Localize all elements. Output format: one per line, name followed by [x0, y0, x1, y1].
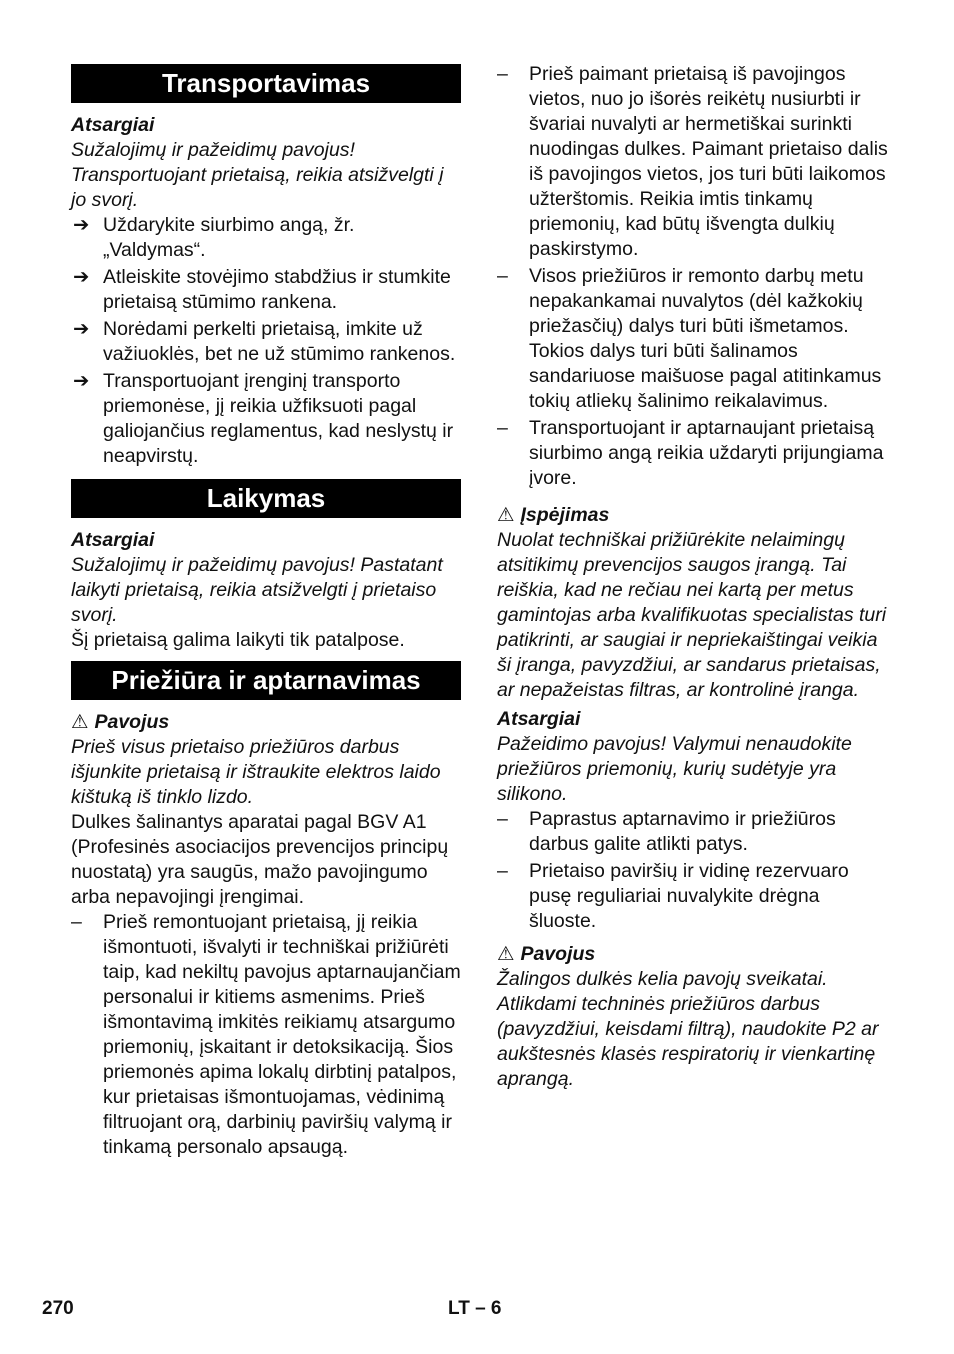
caution-label: Atsargiai [71, 529, 155, 551]
section-title-storage: Laikymas [71, 479, 461, 518]
caution-label: Atsargiai [497, 708, 581, 730]
arrow-right-icon: ➔ [73, 266, 90, 288]
maintenance-list [71, 910, 461, 1160]
dash-marker: – [497, 265, 508, 287]
warning-heading: ⚠ Įspėjimas [497, 504, 610, 526]
transport-steps [71, 213, 461, 469]
list-item: ➔ Atleiskite stovėjimo stabdžius ir stumkite prietaisą stūmimo rankena. [73, 266, 451, 313]
care-list [497, 807, 889, 934]
caution-label: Atsargiai [71, 114, 155, 136]
list-item: ➔ Uždarykite siurbimo angą, žr. „Valdymas“. [73, 214, 355, 261]
list-item: ➔ Norėdami perkelti prietaisą, imkite už važiuoklės, bet ne už stūmimo rankenos. [73, 318, 456, 365]
caution-text: Pažeidimo pavojus! Valymui nenaudokite priežiūros priemonių, kurių sudėtyje yra silikono. [497, 733, 852, 805]
page-number: 270 [42, 1298, 74, 1319]
arrow-right-icon: ➔ [73, 318, 90, 340]
danger-heading: ⚠ Pavojus [71, 711, 170, 733]
list-item: – Visos priežiūros ir remonto darbų metu nepakankamai nuvalytos (dėl kažkokių priežasčių) dalys turi būti išmetamos. Tokios dalys turi būti šalinamos sandariuose maišuose pagal atitinkamus tokių atliekų šalinimo reikalavimus. [497, 265, 882, 412]
list-item: – Prietaiso paviršių ir vidinę rezervuaro pusę reguliariai nuvalykite drėgna šluoste. [497, 860, 849, 932]
danger-text: Žalingos dulkės kelia pavojų sveikatai. Atlikdami techninės priežiūros darbus (pavyzdžiui, keisdami filtrą), naudokite P2 ar aukštesnės klasės respiratorių ir vienkartinę aprangą. [497, 968, 879, 1090]
list-item: – Prieš remontuojant prietaisą, jį reikia išmontuoti, išvalyti ir techniškai prižiūrėti taip, kad nekiltų pavojus aptarnaujančiam personalui ir kitiems asmenims. Prieš išmontavimą imkitės reikiamų atsargumo priemonių, įskaitant ir detoksikaciją. Šios priemonės apima lokalų dirbtinį patalpos, kur prietaisas išmontuojamas, vėdinimą filtruojant orą, darbinių paviršių valymą ir tinkamą personalo apsaugą. [71, 911, 461, 1158]
left-column [71, 62, 461, 1162]
danger-text: Prieš visus prietaiso priežiūros darbus išjunkite prietaisą ir ištraukite elektros laido kištuką iš tinklo lizdo. [71, 736, 441, 808]
language-page-label: LT – 6 [448, 1298, 502, 1319]
dash-marker: – [497, 860, 508, 882]
dash-marker: – [71, 911, 82, 933]
arrow-right-icon: ➔ [73, 214, 90, 236]
caution-text: Sužalojimų ir pažeidimų pavojus! Pastatant laikyti prietaisą, reikia atsižvelgti į prietaiso svorį. [71, 554, 443, 626]
dash-marker: – [497, 808, 508, 830]
body-text: Šį prietaisą galima laikyti tik patalpose. [71, 629, 405, 651]
dash-marker: – [497, 63, 508, 85]
list-item: ➔ Transportuojant įrenginį transporto priemonėse, jį reikia užfiksuoti pagal galiojančius reglamentus, kad neslystų ir neapvirstų. [73, 370, 454, 467]
warning-triangle-icon: ⚠ [497, 943, 515, 965]
caution-text: Sužalojimų ir pažeidimų pavojus! Transportuojant prietaisą, reikia atsižvelgti į jo svorį. [71, 139, 444, 211]
dash-marker: – [497, 417, 508, 439]
list-item: – Paprastus aptarnavimo ir priežiūros darbus galite atlikti patys. [497, 808, 836, 855]
danger-heading: ⚠ Pavojus [497, 943, 596, 965]
section-title-maintenance: Priežiūra ir aptarnavimas [71, 661, 461, 700]
arrow-right-icon: ➔ [73, 370, 90, 392]
maintenance-list-continued [497, 62, 889, 491]
list-item: – Prieš paimant prietaisą iš pavojingos vietos, nuo jo išorės reikėtų nusiurbti ir švariai nuvalyti ar hermetiškai surinkti nuodingas dulkes. Paimant prietaiso dalis iš pavojingos vietos, jos turi būti laikomos užterštomis. Reikia imtis tinkamų priemonių, kad būtų išvengta dulkių paskirstymo. [497, 63, 888, 260]
warning-triangle-icon: ⚠ [497, 504, 515, 526]
warning-triangle-icon: ⚠ [71, 711, 89, 733]
section-title-transport: Transportavimas [71, 64, 461, 103]
body-text: Dulkes šalinantys aparatai pagal BGV A1 (Profesinės asociacijos prevencijos principų nuostatą) yra saugūs, mažo pavojingumo arba nepavojingi įrengimai. [71, 811, 449, 908]
right-column [497, 62, 889, 1092]
list-item: – Transportuojant ir aptarnaujant prietaisą siurbimo angą reikia uždaryti prijungiama įvore. [497, 417, 884, 489]
warning-text: Nuolat techniškai prižiūrėkite nelaimingų atsitikimų prevencijos saugos įrangą. Tai reiškia, kad ne rečiau nei kartą per metus gamintojas arba kvalifikuotas specialistas turi patikrinti, ar saugiai ir nepriekaištingai veikia ši įranga, pavyzdžiui, ar sandarus prietaisas, ar nepažeistas filtras, ar kontrolinė įranga. [497, 529, 887, 701]
